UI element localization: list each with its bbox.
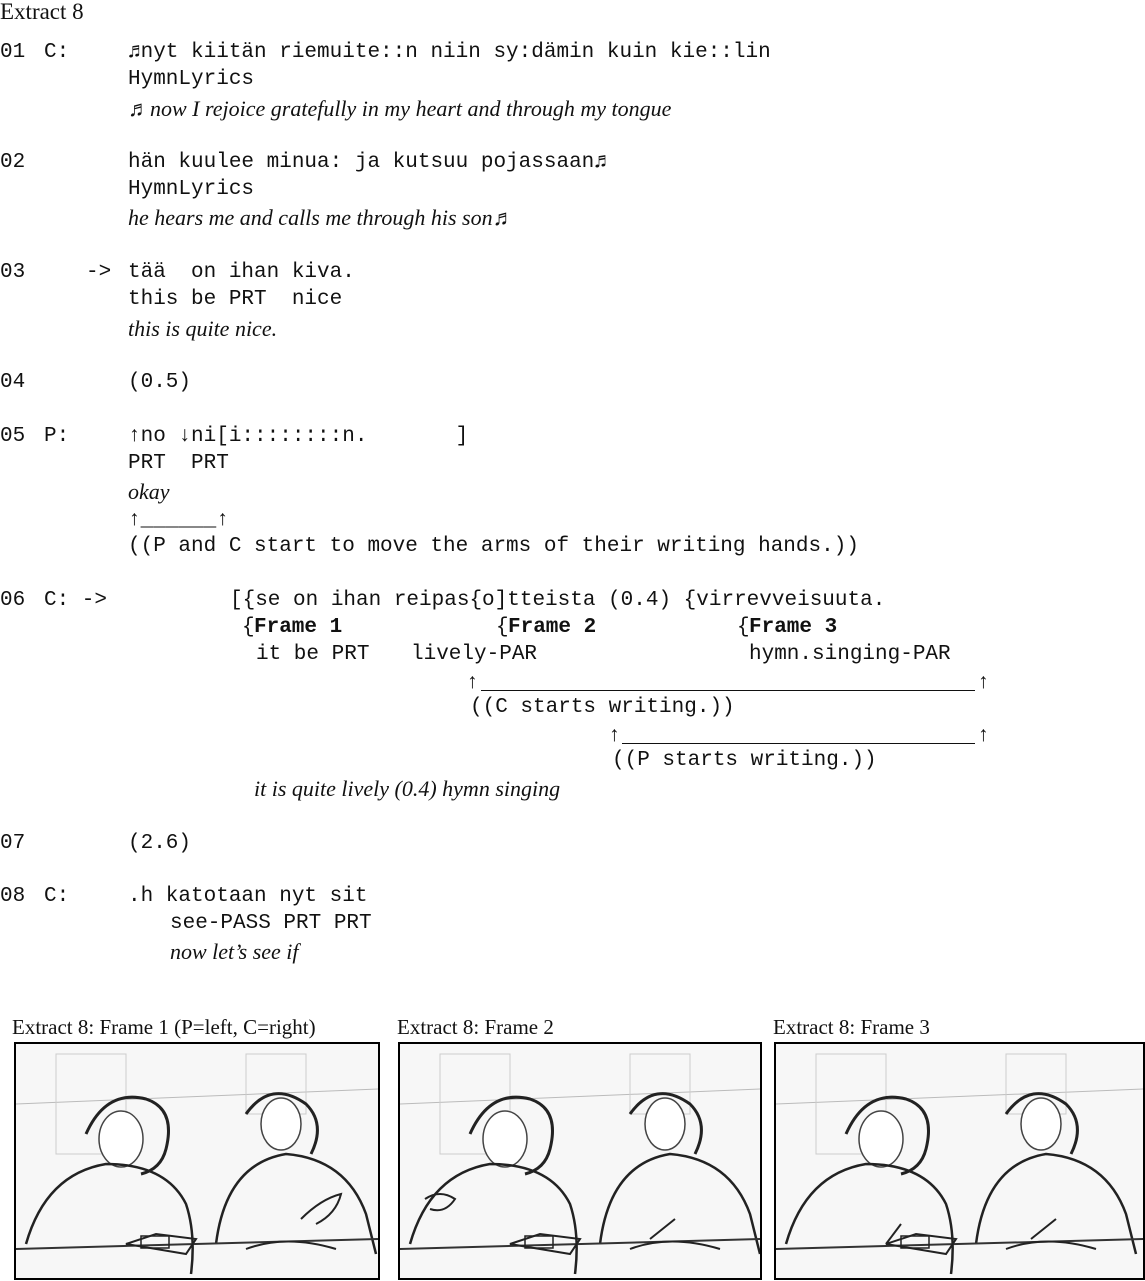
translation-01: ♬now I rejoice gratefully in my heart and through my tongue	[128, 96, 672, 121]
arrow-03: ->	[86, 261, 112, 284]
note-c-writing: ((C starts writing.))	[470, 696, 735, 719]
pause-04: (0.5)	[128, 371, 192, 394]
frame-image-3	[774, 1042, 1145, 1280]
frame-caption-1: Extract 8: Frame 1 (P=left, C=right)	[12, 1015, 316, 1039]
frame-1-illustration	[16, 1044, 378, 1278]
original-08: .h katotaan nyt sit	[128, 885, 368, 908]
frame-marker-1: Frame 1	[254, 616, 343, 639]
extract-title: Extract 8	[0, 0, 84, 24]
line-number-01: 01	[0, 41, 26, 64]
gloss-08: see-PASS PRT PRT	[170, 912, 372, 935]
gesture-span-05: ↑______↑	[128, 509, 229, 532]
translation-03: this is quite nice.	[128, 316, 278, 341]
translation-06: it is quite lively (0.4) hymn singing	[254, 776, 561, 801]
gloss-06-a: it be PRT	[256, 643, 370, 666]
gloss-05: PRT PRT	[128, 452, 229, 475]
speaker-arrow-06: C: ->	[44, 589, 108, 612]
original-05: ↑no ↓ni[i::::::::n. ]	[128, 425, 469, 448]
brace-frame-1: {	[242, 616, 255, 639]
original-03: tää on ihan kiva.	[128, 261, 355, 284]
frame-image-1	[14, 1042, 380, 1280]
original-01: ♬nyt kiitän riemuite::n niin sy:dämin kuin kie::lin	[128, 41, 771, 64]
gloss-03: this be PRT nice	[128, 288, 343, 311]
frame-marker-2: Frame 2	[508, 616, 597, 639]
gloss-01: HymnLyrics	[128, 68, 255, 91]
span-end-p: ↑	[977, 725, 990, 748]
line-number-06: 06	[0, 589, 26, 612]
gloss-02: HymnLyrics	[128, 178, 255, 201]
pause-07: (2.6)	[128, 832, 192, 855]
translation-08: now let’s see if	[170, 939, 299, 964]
line-number-08: 08	[0, 885, 26, 908]
span-end-c: ↑	[977, 672, 990, 695]
frame-caption-2: Extract 8: Frame 2	[397, 1015, 554, 1039]
span-line-p	[622, 743, 975, 744]
line-number-05: 05	[0, 425, 26, 448]
frame-2-illustration	[400, 1044, 760, 1278]
speaker-08: C:	[44, 885, 70, 908]
gesture-note-05: ((P and C start to move the arms of their writing hands.))	[128, 535, 859, 558]
gloss-06-c: hymn.singing-PAR	[749, 643, 951, 666]
original-02: hän kuulee minua: ja kutsuu pojassaan♬	[128, 151, 607, 174]
translation-05: okay	[128, 479, 170, 504]
brace-frame-2: {	[496, 616, 509, 639]
frame-3-illustration	[776, 1044, 1143, 1278]
line-number-07: 07	[0, 832, 26, 855]
span-start-c: ↑	[466, 672, 479, 695]
span-line-c	[481, 690, 975, 691]
frame-marker-3: Frame 3	[749, 616, 838, 639]
gloss-06-b: lively-PAR	[411, 643, 538, 666]
note-p-writing: ((P starts writing.))	[612, 749, 877, 772]
translation-02: he hears me and calls me through his son♬	[128, 205, 515, 230]
frame-image-2	[398, 1042, 762, 1280]
frame-caption-3: Extract 8: Frame 3	[773, 1015, 930, 1039]
line-number-02: 02	[0, 151, 26, 174]
line-number-04: 04	[0, 371, 26, 394]
brace-frame-3: {	[737, 616, 750, 639]
line-number-03: 03	[0, 261, 26, 284]
speaker-01: C:	[44, 41, 70, 64]
original-06: [{se on ihan reipas{o]tteista (0.4) {virrevveisuuta.	[230, 589, 886, 612]
span-start-p: ↑	[608, 725, 621, 748]
speaker-05: P:	[44, 425, 70, 448]
